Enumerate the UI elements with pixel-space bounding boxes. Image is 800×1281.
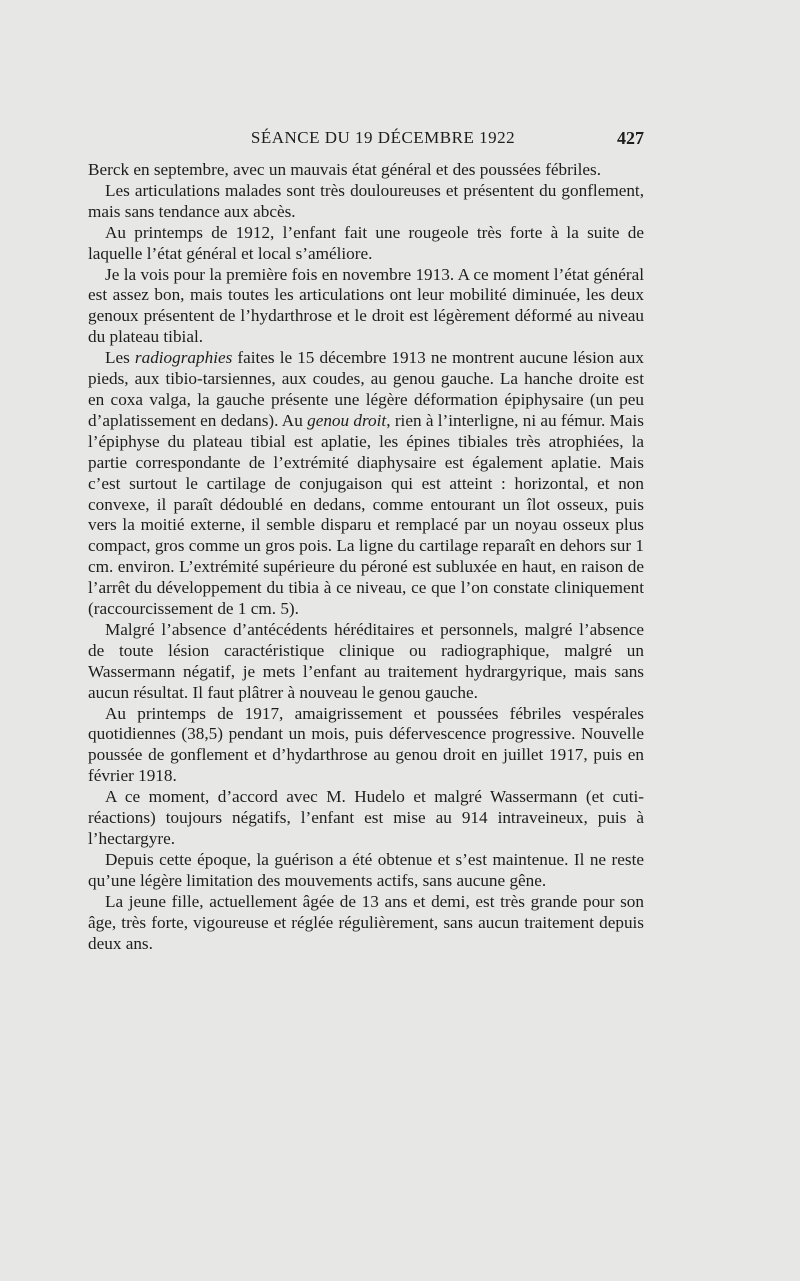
paragraph-7: Au printemps de 1917, amaigrissement et poussées fébriles vespérales quotidiennes (38,5) pendant un mois, puis défervescence progressive. Nouvelle poussée de gonflement et d’hydarthrose au genou droit en juillet 1917, puis en février 1918. <box>88 703 644 786</box>
paragraph-5-italic-2: genou droit <box>307 410 387 430</box>
paragraph-5-italic-1: radiographies <box>134 348 233 368</box>
paragraph-9: Depuis cette époque, la guérison a été obtenue et s’est maintenue. Il ne reste qu’une légère limitation des mouvements actifs, sans aucune gêne. <box>88 849 644 890</box>
paragraph-5-part-1: Les <box>105 348 135 368</box>
paragraph-2: Les articulations malades sont très douloureuses et présentent du gonflement, mais sans tendance aux abcès. <box>88 180 644 221</box>
paragraph-4: Je la vois pour la première fois en novembre 1913. A ce moment l’état général est assez bon, mais toutes les articulations ont leur mobilité diminuée, les deux genoux présentent de l’hydarthrose et le droit est légèrement déformé au niveau du plateau tibial. <box>88 264 644 347</box>
body-text <box>88 160 644 954</box>
paragraph-6: Malgré l’absence d’antécédents héréditaires et personnels, malgré l’absence de toute lésion caractéristique clinique ou radiographique, malgré un Wassermann négatif, je mets l’enfant au traitement hydrargyrique, mais sans aucun résultat. Il faut plâtrer à nouveau le genou gauche. <box>88 619 644 702</box>
paragraph-5-part-2: faites le 15 décembre 1913 ne montrent aucune lésion aux pieds, aux tibio-tarsiennes, aux coudes, au genou gauche. La hanche droite est en coxa valga, la gauche présente une légère déformation épiphysaire (un peu d’aplatissement en dedans). Au <box>88 348 644 430</box>
paragraph-8: A ce moment, d’accord avec M. Hudelo et malgré Wassermann (et cuti-réactions) toujours négatifs, l’enfant est mise au 914 intraveineux, puis à l’hectargyre. <box>88 787 644 848</box>
paragraph-5-part-3: , rien à l’interligne, ni au fémur. Mais l’épiphyse du plateau tibial est aplatie, les épines tibiales très atrophiées, la partie correspondante de l’extrémité diaphysaire est également aplatie. Mais c’est surtout le cartilage de conjugaison qui est atteint : horizontal, et non convexe, il paraît dédoublé en dedans, comme entourant un îlot osseux, puis vers la moitié externe, il semble disparu et remplacé par un noyau osseux plus compact, gros comme un gros pois. La ligne du cartilage reparaît en dehors sur 1 cm. environ. L’extrémité supérieure du péroné est subluxée en haut, en raison de l’arrêt du développement du tibia à ce niveau, ce que l’on constate cliniquement (raccourcissement de 1 cm. 5). <box>88 410 644 619</box>
paragraph-1: Berck en septembre, avec un mauvais état général et des poussées fébriles. <box>88 160 602 179</box>
running-title: SÉANCE DU 19 DÉCEMBRE 1922 <box>250 128 516 147</box>
paragraph-3: Au printemps de 1912, l’enfant fait une rougeole très forte à la suite de laquelle l’état général et local s’améliore. <box>88 222 644 263</box>
paragraph-10: La jeune fille, actuellement âgée de 13 ans et demi, est très grande pour son âge, très forte, vigoureuse et réglée régulièrement, sans aucun traitement depuis deux ans. <box>88 891 644 953</box>
page-header <box>88 128 648 156</box>
paragraph-5 <box>88 348 644 620</box>
page-number: 427 <box>617 128 644 148</box>
